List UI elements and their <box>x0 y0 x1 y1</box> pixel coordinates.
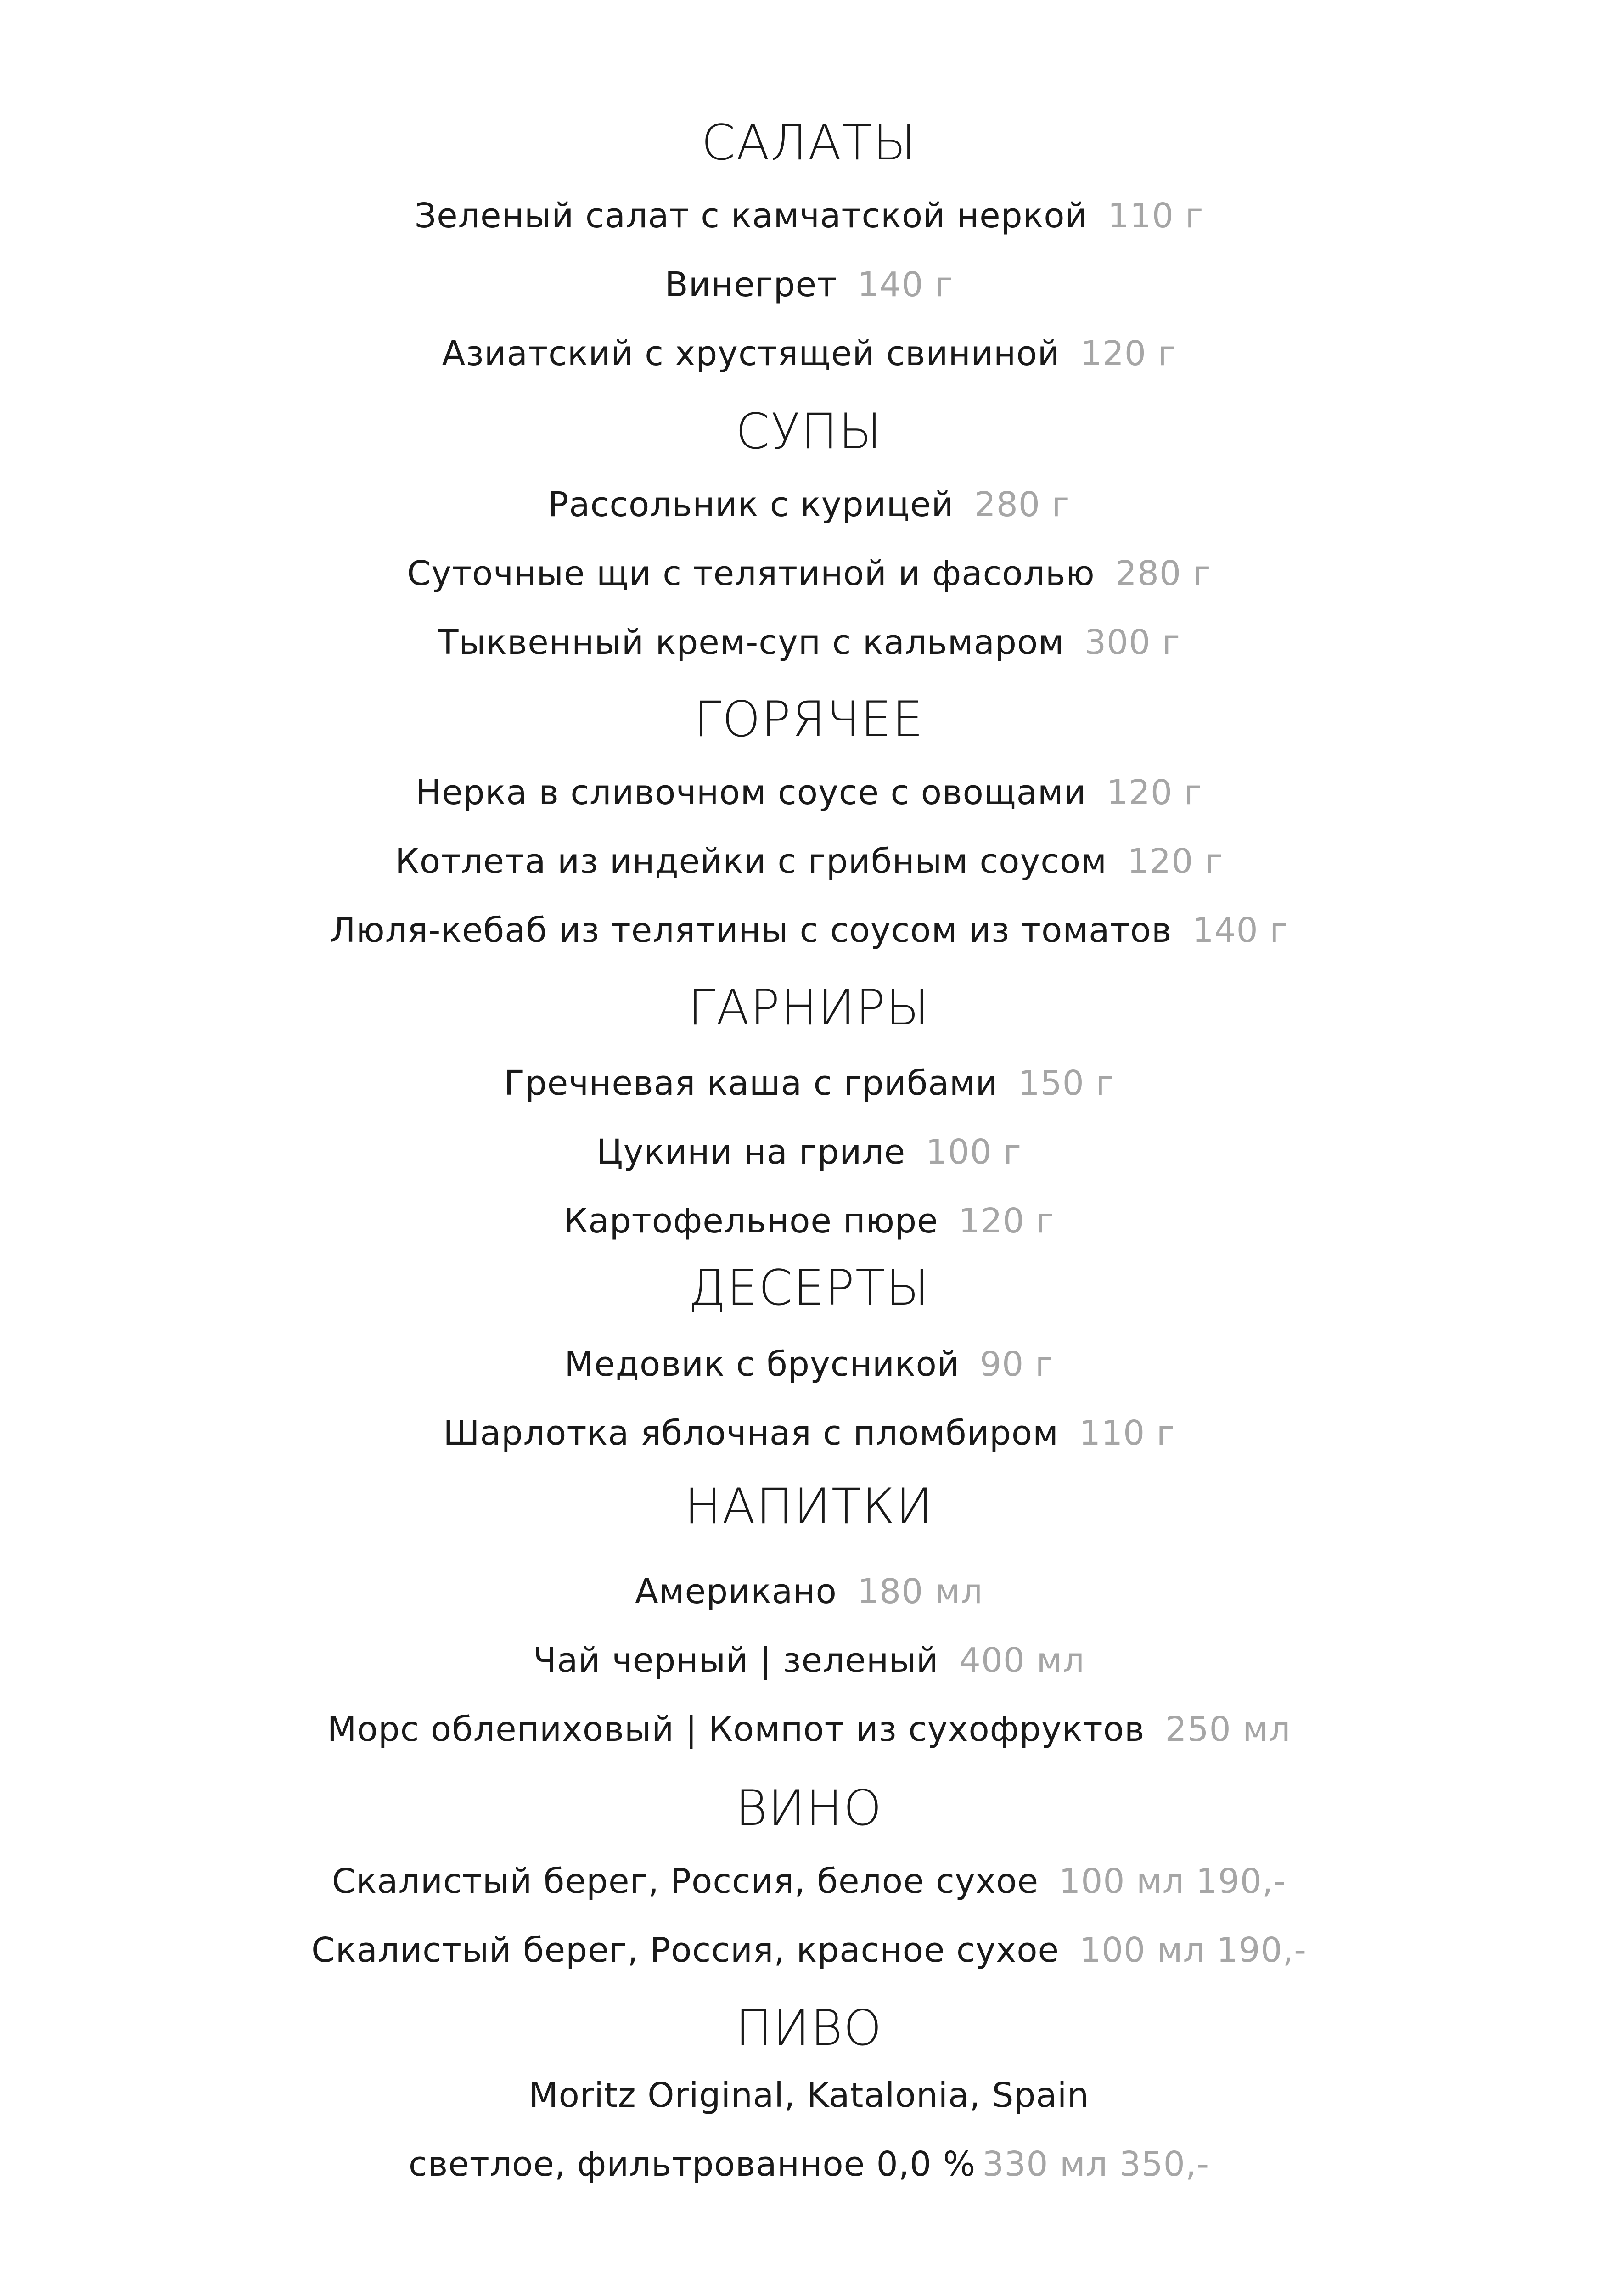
menu-item-portion: 140 г <box>1192 911 1288 950</box>
menu-item-name: Цукини на гриле <box>596 1132 906 1172</box>
menu-item-portion: 110 г <box>1107 196 1204 236</box>
section-heading-sides: ГАРНИРЫ <box>688 979 930 1036</box>
section-heading-beer: ПИВО <box>735 2000 883 2056</box>
menu-item-portion: 120 г <box>1080 334 1176 373</box>
menu-item-name: Рассольник с курицей <box>548 485 954 524</box>
menu-item <box>0 1132 1618 1172</box>
menu-item-portion: 100 мл 190,- <box>1059 1862 1287 1901</box>
menu-item-portion: 120 г <box>1106 773 1202 812</box>
menu-item-portion: 300 г <box>1084 623 1180 662</box>
menu-item-portion: 140 г <box>857 265 953 304</box>
section-heading-salads: САЛАТЫ <box>701 114 917 171</box>
menu-item-name: Винегрет <box>665 265 837 304</box>
menu-item-name: Картофельное пюре <box>563 1201 938 1241</box>
menu-item <box>0 1862 1618 1901</box>
menu-item-portion: 100 мл 190,- <box>1079 1930 1307 1970</box>
section-heading-hot-dishes: ГОРЯЧЕЕ <box>694 691 924 748</box>
menu-item-name: Азиатский с хрустящей свининой <box>442 334 1060 373</box>
menu-item-name: Тыквенный крем-суп с кальмаром <box>438 623 1065 662</box>
section-heading-desserts: ДЕСЕРТЫ <box>688 1260 930 1316</box>
menu-item-name: Люля-кебаб из телятины с соусом из томатов <box>330 911 1172 950</box>
menu-item <box>0 842 1618 881</box>
menu-item-name: Чай черный | зеленый <box>533 1641 939 1680</box>
section-heading-soups: СУПЫ <box>736 403 882 460</box>
menu-item <box>0 554 1618 593</box>
menu-item-name: Moritz Original, Katalonia, Spain <box>528 2076 1090 2115</box>
menu-item <box>0 1064 1618 1103</box>
menu-item <box>0 485 1618 524</box>
section-heading-drinks: НАПИТКИ <box>684 1478 934 1535</box>
menu-item <box>0 773 1618 812</box>
menu-item <box>0 623 1618 662</box>
menu-item-name: Суточные щи с телятиной и фасолью <box>407 554 1095 593</box>
menu-item-name: Американо <box>635 1572 837 1611</box>
menu-item-name: Котлета из индейки с грибным соусом <box>395 842 1107 881</box>
menu-item <box>0 2144 1618 2184</box>
section-heading-wine: ВИНО <box>735 1780 883 1836</box>
menu-item-portion: 90 г <box>980 1345 1054 1384</box>
menu-item <box>0 334 1618 373</box>
menu-item-name: Гречневая каша с грибами <box>504 1064 998 1103</box>
menu-item <box>0 1641 1618 1680</box>
menu-item-name: Морс облепиховый | Компот из сухофруктов <box>327 1710 1145 1749</box>
menu-item-portion: 330 мл 350,- <box>982 2144 1210 2184</box>
menu-item-name: Медовик с брусникой <box>564 1345 960 1384</box>
menu-item-name: Скалистый берег, Россия, красное сухое <box>311 1930 1060 1970</box>
menu-item-name: Зеленый салат с камчатской неркой <box>414 196 1088 236</box>
menu-item-portion: 250 мл <box>1165 1710 1291 1749</box>
menu-item-portion: 120 г <box>1127 842 1223 881</box>
menu-item-portion: 110 г <box>1079 1413 1175 1453</box>
menu-item-name: светлое, фильтрованное 0,0 % <box>408 2144 976 2184</box>
menu-item <box>0 196 1618 236</box>
menu-item-name: Нерка в сливочном соусе с овощами <box>416 773 1086 812</box>
menu-item <box>0 1572 1618 1611</box>
menu-item-portion: 280 г <box>1115 554 1211 593</box>
menu-item-portion: 120 г <box>958 1201 1055 1241</box>
menu-item <box>0 1930 1618 1970</box>
menu-item-portion: 150 г <box>1018 1064 1114 1103</box>
menu-item <box>0 1710 1618 1749</box>
menu-item <box>0 1413 1618 1453</box>
menu-item <box>0 1201 1618 1241</box>
menu-item-portion: 180 мл <box>857 1572 983 1611</box>
menu-item <box>0 265 1618 304</box>
menu-item-portion: 280 г <box>974 485 1070 524</box>
menu-item-name: Шарлотка яблочная с пломбиром <box>443 1413 1059 1453</box>
menu-item-portion: 400 мл <box>959 1641 1085 1680</box>
menu-item-name: Скалистый берег, Россия, белое сухое <box>331 1862 1039 1901</box>
menu-item <box>0 2076 1618 2115</box>
menu-item-portion: 100 г <box>926 1132 1022 1172</box>
menu-item <box>0 911 1618 950</box>
menu-item <box>0 1345 1618 1384</box>
